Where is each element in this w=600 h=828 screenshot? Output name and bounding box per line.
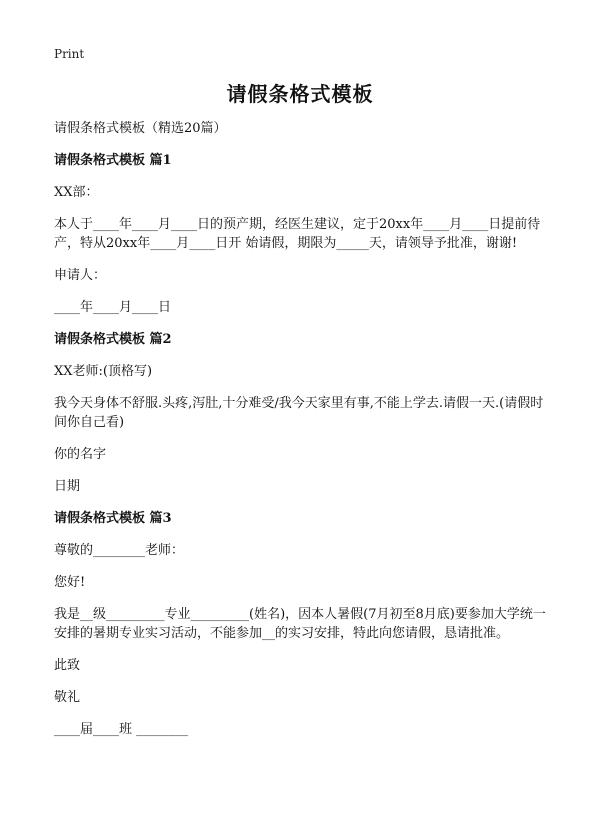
section-3-closing: 此致 <box>54 658 81 673</box>
section-3-signature: ____届____班 ________ <box>54 722 189 737</box>
section-3-body: 我是__级_________专业_________(姓名)，因本人暑假(7月初至8月底)要参加大学统一安排的暑期专业实习活动，不能参加__的实习安排，特此向您请假，恳请批准。 <box>54 607 546 641</box>
print-label[interactable]: Print <box>54 47 85 61</box>
document-body <box>54 119 546 752</box>
section-3-salutation: 敬礼 <box>54 690 81 705</box>
section-2-recipient: XX老师:(顶格写) <box>54 364 153 379</box>
document-title: 请假条格式模板 <box>226 82 374 106</box>
section-1-applicant: 申请人： <box>54 268 107 283</box>
section-1-body: 本人于____年____月____日的预产期，经医生建议，定于20xx年____月____日提前待产，特从20xx年____月____日开 始请假，期限为_____天，请领导予批准，谢谢! <box>54 217 541 251</box>
section-1-heading: 请假条格式模板 篇1 <box>54 153 172 168</box>
section-3-heading: 请假条格式模板 篇3 <box>54 511 172 526</box>
intro-paragraph: 请假条格式模板（精选20篇） <box>54 121 227 136</box>
section-3-greeting: 您好! <box>54 575 86 590</box>
section-3-recipient: 尊敬的________老师： <box>54 543 185 558</box>
section-2-name: 你的名字 <box>54 447 107 462</box>
section-2-body: 我今天身体不舒服.头疼,泻肚,十分难受/我今天家里有事,不能上学去.请假一天.(请假时间你自己看) <box>54 396 544 430</box>
section-1-recipient: XX部： <box>54 185 99 200</box>
section-2-date: 日期 <box>54 479 81 494</box>
section-1-date: ____年____月____日 <box>54 300 172 315</box>
section-2-heading: 请假条格式模板 篇2 <box>54 332 172 347</box>
